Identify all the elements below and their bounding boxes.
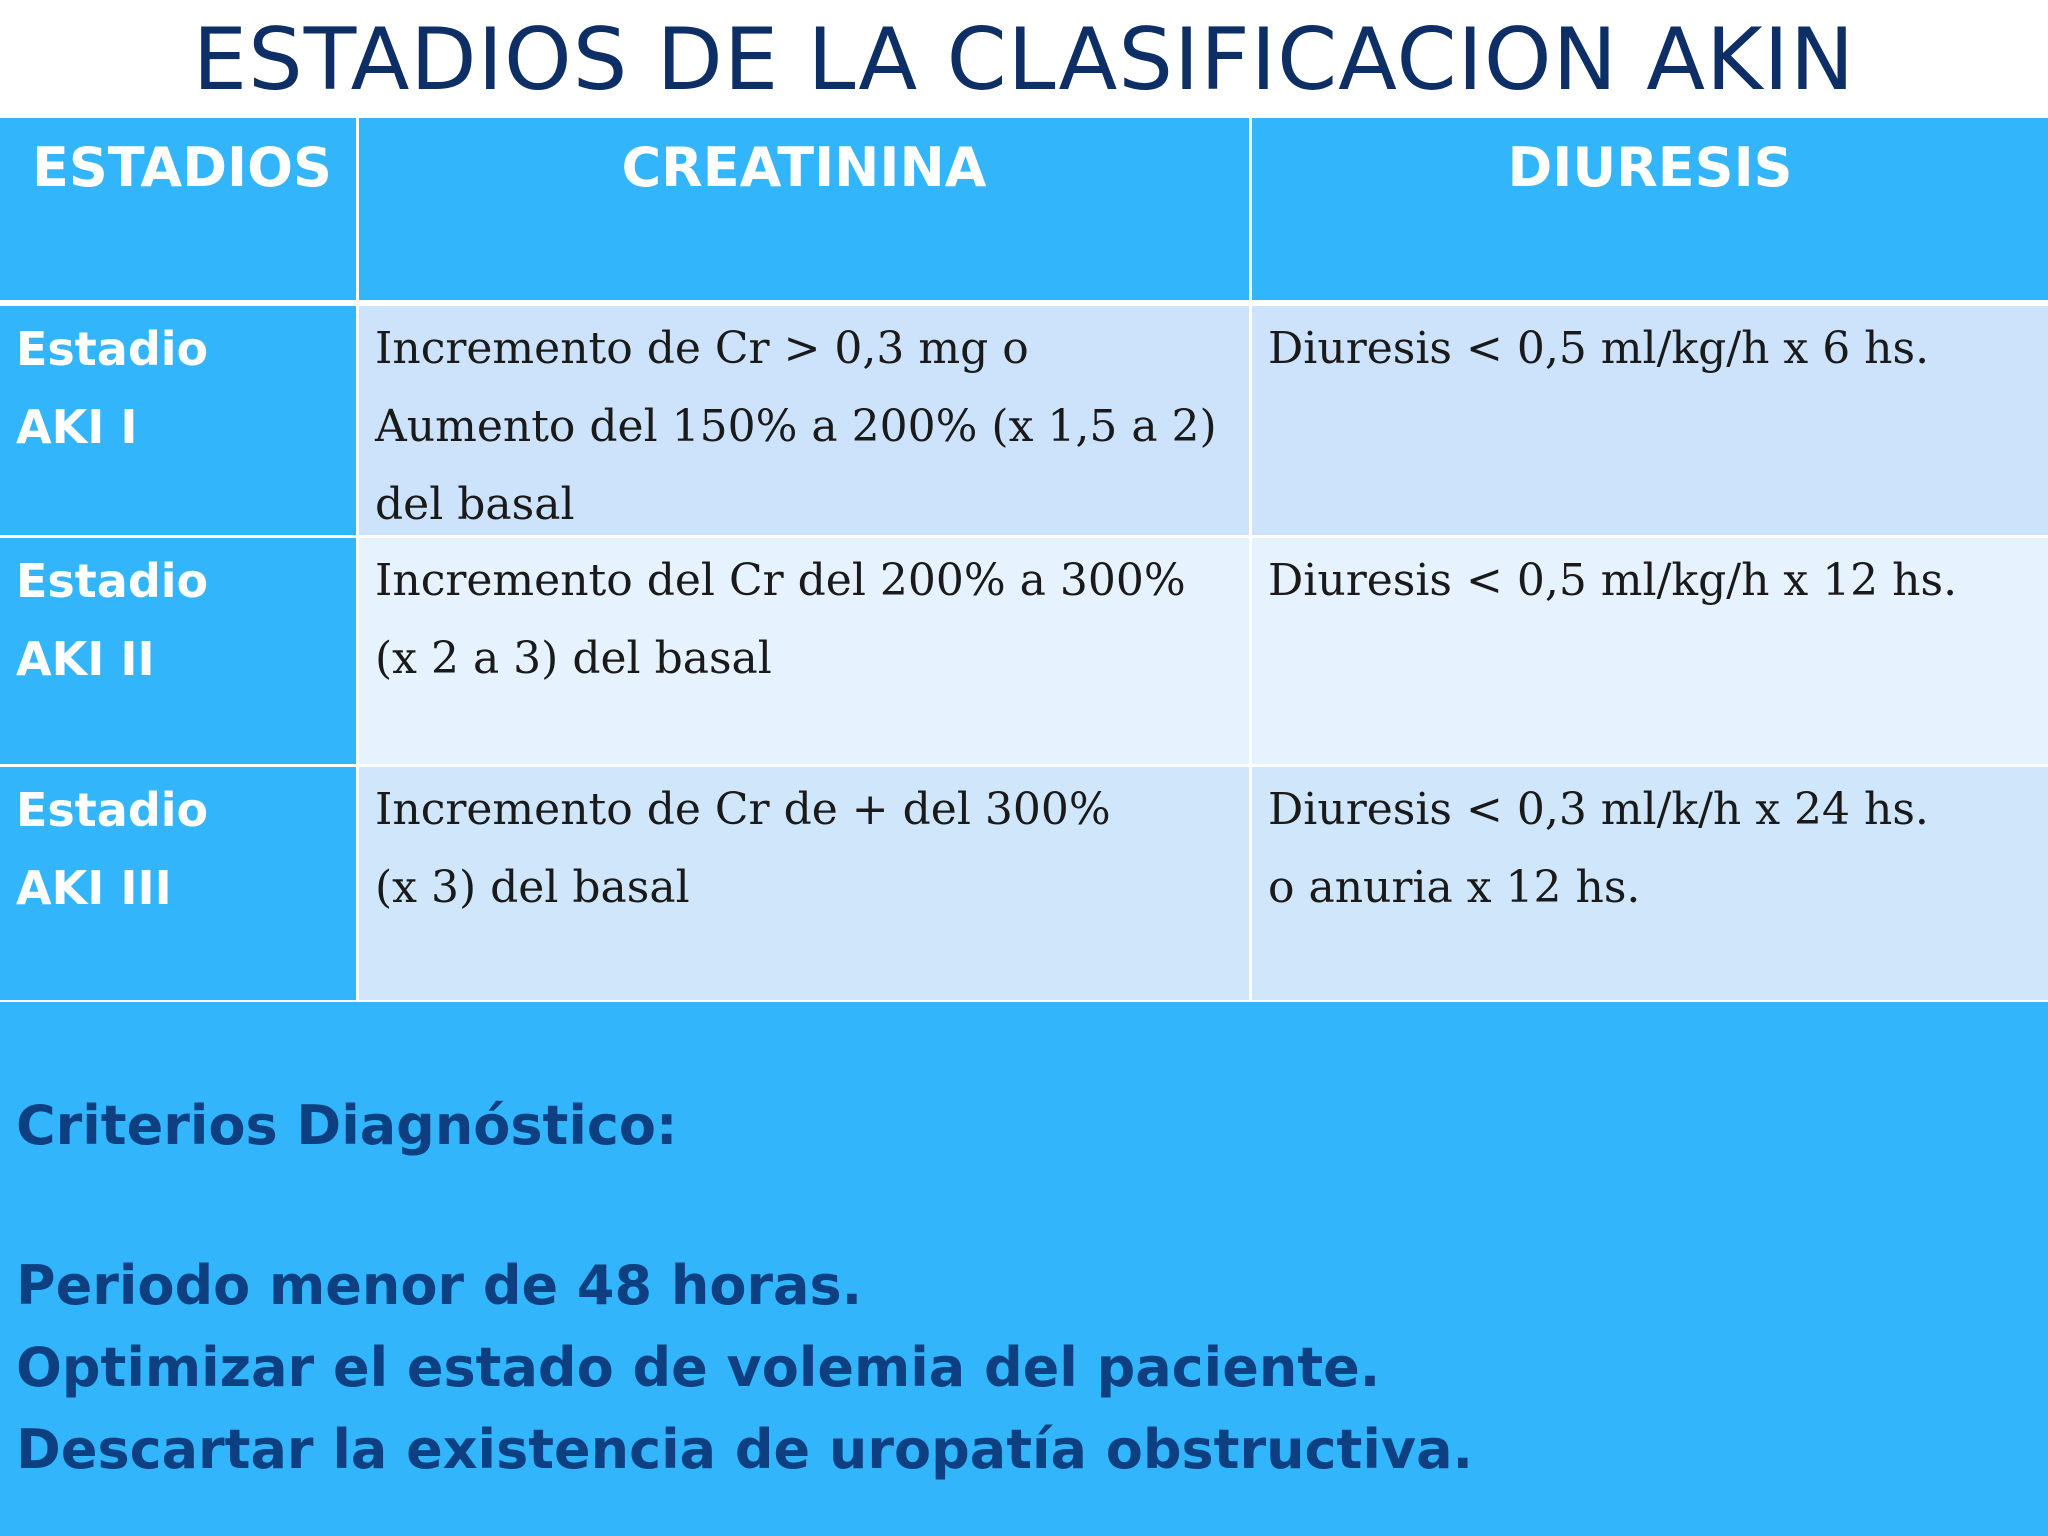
- creatinina-line: Aumento del 150% a 200% (x 1,5 a 2): [375, 401, 1217, 452]
- diuresis-line: o anuria x 12 hs.: [1268, 862, 1641, 913]
- diuresis-line: Diuresis < 0,5 ml/kg/h x 6 hs.: [1268, 323, 1930, 374]
- diuresis-line: Diuresis < 0,5 ml/kg/h x 12 hs.: [1268, 555, 1958, 606]
- creatinina-cell-aki-2: [359, 538, 1249, 764]
- stage-name: AKI II: [16, 632, 155, 686]
- creatinina-cell-aki-1: [359, 306, 1249, 535]
- diuresis-line: Diuresis < 0,3 ml/k/h x 24 hs.: [1268, 784, 1929, 835]
- creatinina-line: Incremento de Cr > 0,3 mg o: [375, 323, 1029, 374]
- creatinina-line: (x 3) del basal: [375, 862, 690, 913]
- creatinina-line: del basal: [375, 479, 575, 530]
- diuresis-cell-aki-3: [1252, 767, 2048, 1000]
- creatinina-cell-aki-3: [359, 767, 1249, 1000]
- criteria-line-2: Optimizar el estado de volemia del paciente.: [16, 1336, 1381, 1399]
- stage-label: Estadio: [16, 322, 209, 376]
- header-creatinina: CREATININA: [359, 118, 1249, 300]
- akin-table: [0, 118, 2048, 1002]
- creatinina-line: (x 2 a 3) del basal: [375, 633, 772, 684]
- criteria-line-1: Periodo menor de 48 horas.: [16, 1254, 863, 1317]
- stage-name: AKI III: [16, 861, 172, 915]
- creatinina-line: Incremento de Cr de + del 300%: [375, 784, 1111, 835]
- header-diuresis: DIURESIS: [1252, 118, 2048, 300]
- header-estadios: ESTADIOS: [0, 118, 356, 300]
- stage-label: Estadio: [16, 783, 209, 837]
- diuresis-cell-aki-1: [1252, 306, 2048, 535]
- stage-cell-aki-3: [0, 767, 356, 1000]
- criteria-line-3: Descartar la existencia de uropatía obstructiva.: [16, 1418, 1474, 1481]
- stage-cell-aki-2: [0, 538, 356, 764]
- page-title: ESTADIOS DE LA CLASIFICACION AKIN: [192, 10, 1856, 110]
- stage-label: Estadio: [16, 554, 209, 608]
- criteria-heading: Criterios Diagnóstico:: [16, 1094, 678, 1157]
- stage-cell-aki-1: [0, 306, 356, 535]
- stage-name: AKI I: [16, 400, 138, 454]
- creatinina-line: Incremento del Cr del 200% a 300%: [375, 555, 1186, 606]
- diagnostic-criteria-panel: [0, 1002, 2048, 1536]
- diuresis-cell-aki-2: [1252, 538, 2048, 764]
